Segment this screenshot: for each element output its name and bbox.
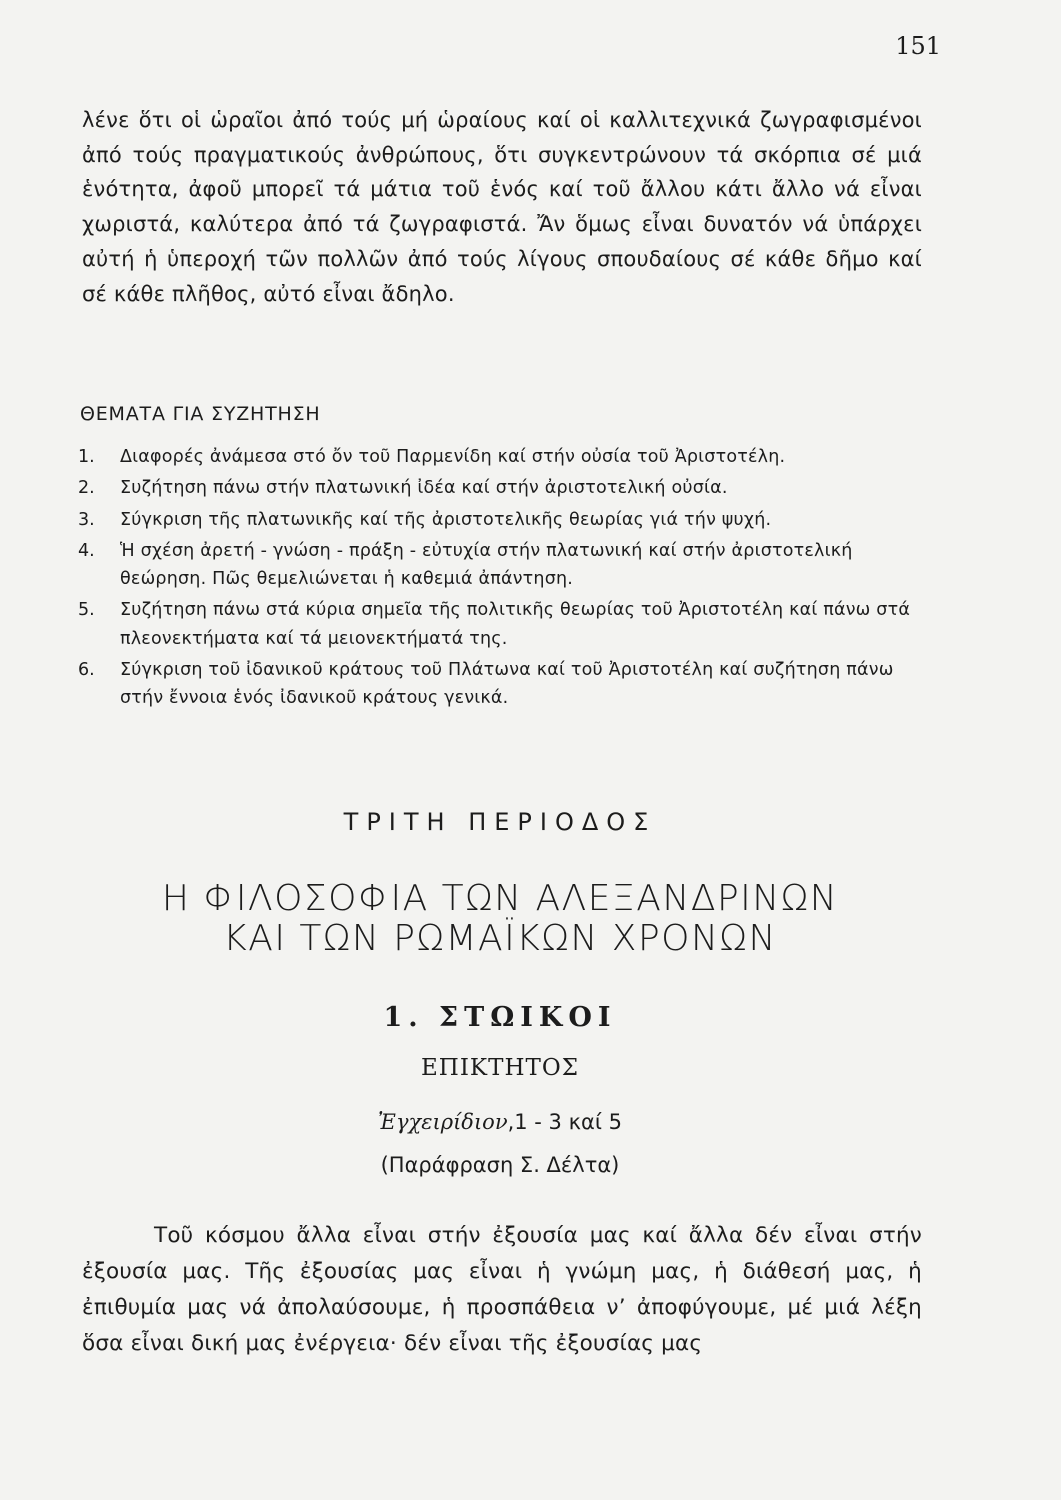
- main-text-body: Τοῦ κόσμου ἄλλα εἶναι στήν ἐξουσία μας καί ἄλλα δέν εἶναι στήν ἐξουσία μας. Τῆς ἐξουσίας μας εἶναι ἡ γνώμη μας, ἡ διάθεσή μας, ἡ ἐπιθυμία μας νά ἀπολαύσουμε, ἡ προσπάθεια ν’ ἀποφύγουμε, μέ μιά λέξη ὅσα εἶναι δική μας ἐνέργεια· δέν εἶναι τῆς ἐξουσίας μας: [82, 1223, 922, 1356]
- topic-number: 1.: [78, 447, 95, 467]
- intro-paragraph: λένε ὅτι οἱ ὡραῖοι ἀπό τούς μή ὡραίους καί οἱ καλλιτεχνικά ζωγραφισμένοι ἀπό τούς πραγματικούς ἀνθρώπους, ὅτι συγκεντρώνουν τά σκόρπια σέ μιά ἑνότητα, ἀφοῦ μπορεῖ τά μάτια τοῦ ἑνός καί τοῦ ἄλλου κάτι ἄλλο νά εἶναι χωριστά, καλύτερα ἀπό τά ζωγραφιστά. Ἄν ὅμως εἶναι δυνατόν νά ὑπάρχει αὐτή ἡ ὑπεροχή τῶν πολλῶν ἀπό τούς λίγους σπουδαίους σέ κάθε δῆμο καί σέ κάθε πλῆθος, αὐτό εἶναι ἄδηλο.: [82, 108, 922, 306]
- discussion-topics-list: [78, 443, 928, 716]
- topic-number: 4.: [78, 540, 95, 561]
- list-item: [78, 537, 928, 594]
- topic-number: 5.: [78, 600, 95, 621]
- page-number: 151: [895, 32, 941, 60]
- topic-text: Ἡ σχέση ἀρετή - γνώση - πράξη - εὐτυχία στήν πλατωνική καί στήν ἀριστοτελική θεώρηση. Πῶς θεμελιώνεται ἡ καθεμιά ἀπάντηση.: [120, 540, 853, 590]
- topic-number: 2.: [78, 478, 95, 499]
- topic-text: Σύγκριση τῆς πλατωνικῆς καί τῆς ἀριστοτελικῆς θεωρίας γιά τήν ψυχή.: [120, 509, 772, 530]
- title-line-1: Η ΦΙΛΟΣΟΦΙΑ ΤΩΝ ΑΛΕΞΑΝΔΡΙΝΩΝ: [161, 878, 839, 919]
- source-citation: [0, 1110, 1000, 1134]
- source-reference: ,1 - 3 καί 5: [507, 1110, 622, 1134]
- topic-text: Συζήτηση πάνω στήν πλατωνική ἰδέα καί στήν ἀριστοτελική οὐσία.: [120, 478, 728, 499]
- topic-text: Διαφορές ἀνάμεσα στό ὄν τοῦ Παρμενίδη καί στήν οὐσία τοῦ Ἀριστοτέλη.: [120, 447, 786, 467]
- chapter-heading: 1. ΣΤΩΙΚΟΙ: [383, 1002, 617, 1033]
- discussion-heading: ΘΕΜΑΤΑ ΓΙΑ ΣΥΖΗΤΗΣΗ: [80, 403, 321, 425]
- source-work: Ἐγχειρίδιον: [378, 1110, 508, 1134]
- period-heading: ΤΡΙΤΗ ΠΕΡΙΟΔΟΣ: [343, 808, 657, 836]
- list-item: [78, 506, 928, 534]
- list-item: [78, 596, 928, 653]
- title-line-2: ΚΑΙ ΤΩΝ ΡΩΜΑΪΚΩΝ ΧΡΟΝΩΝ: [223, 918, 777, 959]
- topic-number: 3.: [78, 509, 95, 530]
- author-name: ΕΠΙΚΤΗΤΟΣ: [421, 1055, 579, 1081]
- topic-text: Συζήτηση πάνω στά κύρια σημεῖα τῆς πολιτικῆς θεωρίας τοῦ Ἀριστοτέλη καί πάνω στά πλεονεκτήματα καί τά μειονεκτήματά της.: [120, 600, 911, 649]
- paraphrase-credit: (Παράφραση Σ. Δέλτα): [380, 1153, 620, 1177]
- topic-text: Σύγκριση τοῦ ἰδανικοῦ κράτους τοῦ Πλάτωνα καί τοῦ Ἀριστοτέλη καί συζήτηση πάνω στήν ἔννοια ἑνός ἰδανικοῦ κράτους γενικά.: [120, 660, 894, 709]
- main-text: [82, 1218, 922, 1362]
- list-item: [78, 656, 928, 713]
- topic-number: 6.: [78, 660, 95, 681]
- list-item: [78, 443, 928, 471]
- list-item: [78, 474, 928, 502]
